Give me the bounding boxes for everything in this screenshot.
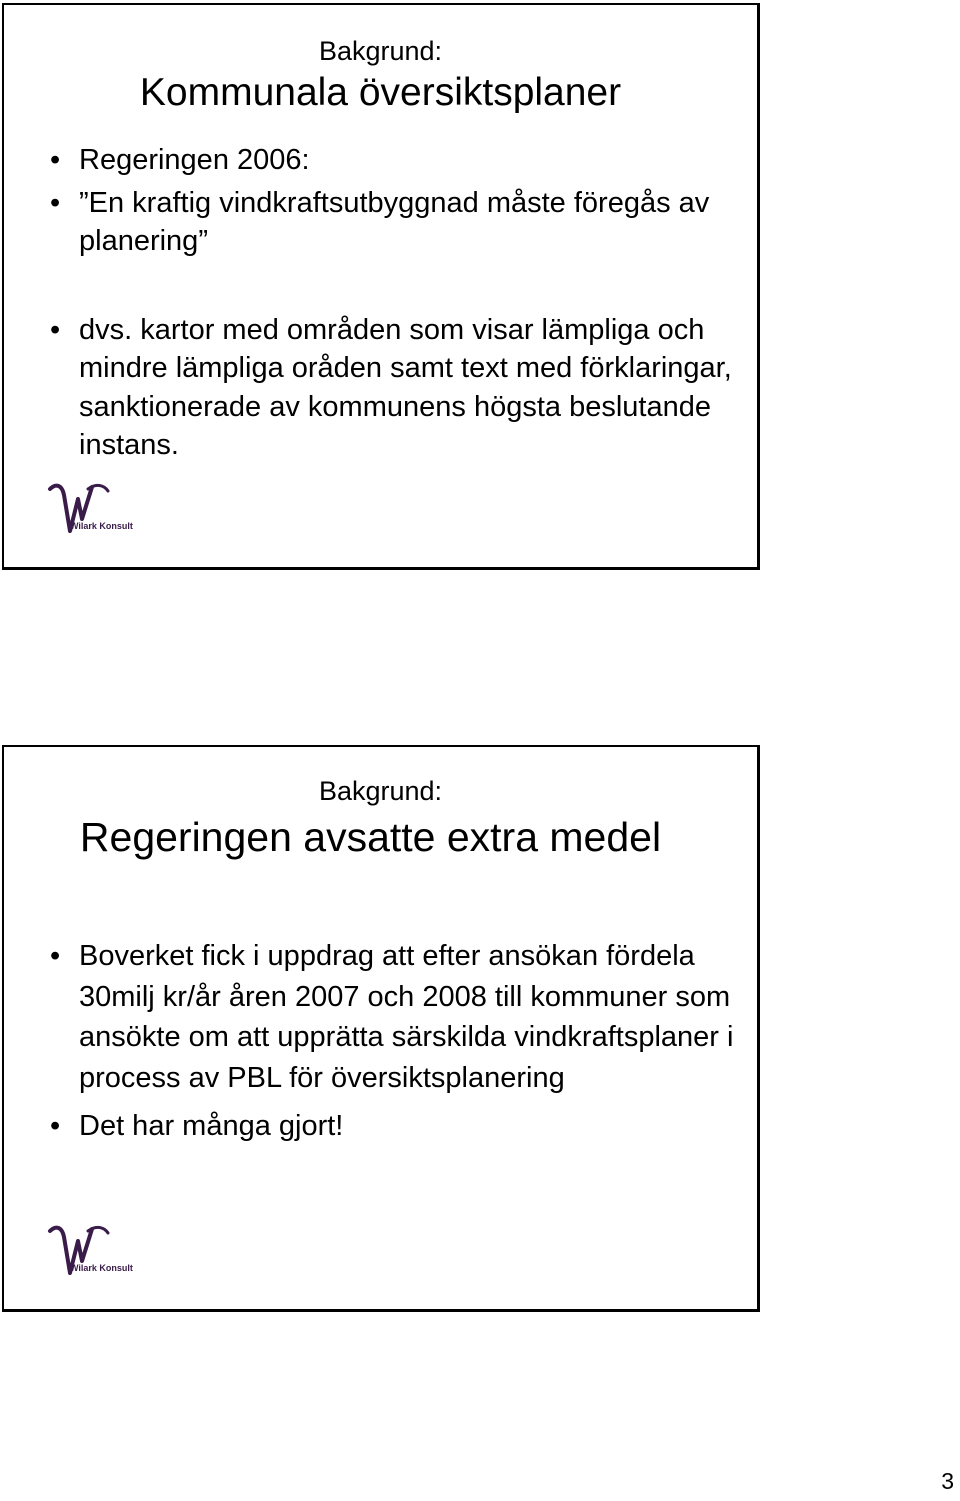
slide-2	[2, 745, 760, 1312]
bullet-text: Regeringen 2006:	[79, 144, 310, 176]
bullet-text: ”En kraftig vindkraftsutbyggnad måste föregås av planering”	[79, 186, 710, 257]
company-logo	[44, 479, 134, 543]
bullet-text: Boverket fick i uppdrag att efter ansökan fördela 30milj kr/år åren 2007 och 2008 till kommuner som ansökte om att upprätta särskilda vindkraftsplaner i process av PBL för översiktsplanering	[79, 940, 734, 1094]
slide-1	[2, 3, 760, 570]
bullet-icon: •	[50, 940, 61, 972]
bullet-list	[4, 141, 737, 465]
page-number: 3	[941, 1468, 954, 1494]
logo-w-icon	[44, 479, 134, 543]
bullet-icon: •	[50, 144, 61, 176]
bullet-icon: •	[50, 186, 61, 219]
list-item	[4, 184, 737, 261]
list-item	[4, 311, 737, 465]
slide-title: Kommunala översiktsplaner	[139, 71, 622, 114]
list-item	[4, 141, 737, 180]
bullet-text: Det har många gjort!	[79, 1110, 344, 1142]
list-item	[4, 936, 737, 1098]
bullet-text: dvs. kartor med områden som visar lämpliga och mindre lämpliga oråden samt text med förklaringar, sanktionerade av kommunens högsta beslutande instans.	[79, 313, 732, 461]
logo-text: Wilark Konsult	[70, 1263, 133, 1273]
company-logo	[44, 1221, 134, 1285]
list-item	[4, 1106, 737, 1147]
bullet-icon: •	[50, 1110, 61, 1142]
slide-title: Regeringen avsatte extra medel	[79, 814, 662, 860]
bullet-list	[4, 936, 737, 1147]
slide-subtitle: Bakgrund:	[318, 36, 443, 66]
logo-text: Wilark Konsult	[70, 521, 133, 531]
logo-w-icon	[44, 1221, 134, 1285]
slide-subtitle: Bakgrund:	[318, 776, 443, 806]
bullet-icon: •	[50, 313, 61, 346]
